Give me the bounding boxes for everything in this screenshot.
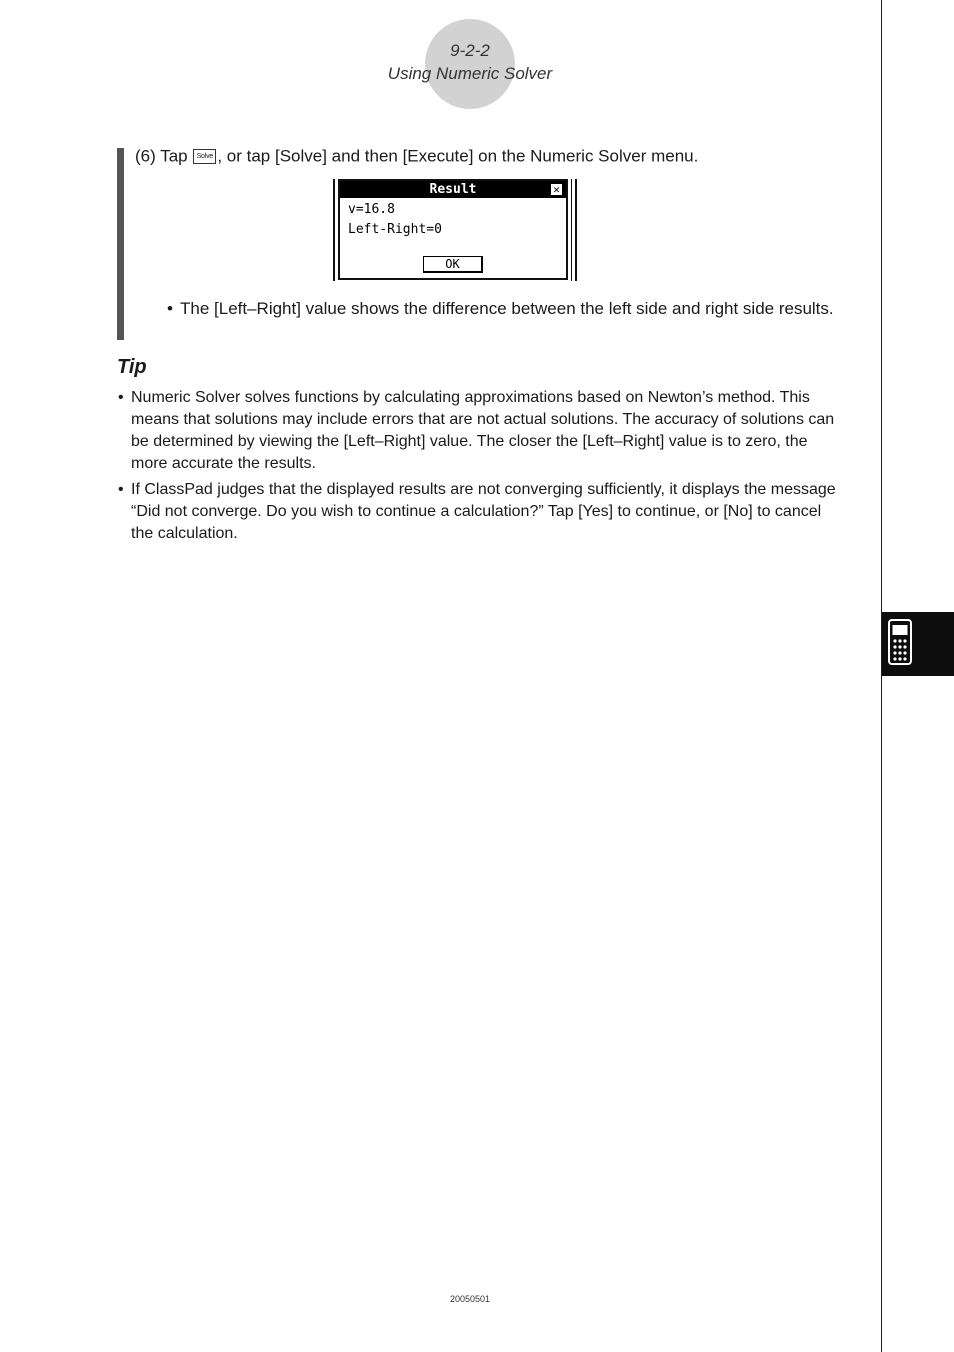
note-bullet [167,297,847,320]
tip-item-text: Numeric Solver solves functions by calculating approximations based on Newton’s method. This means that solutions may include errors that are not actual solutions. The accuracy of solutions can be determined by viewing the [Left–Right] value. The closer the [Left–Right] value is to zero, the more accurate the results. [131,389,835,472]
step-prefix: (6) Tap [135,146,188,166]
tip-item [118,387,843,475]
tip-item-text: If ClassPad judges that the displayed results are not converging sufficiently, it displays the message “Did not converge. Do you wish to continue a calculation?” Tap [Yes] to continue, or [No] to cancel the calculation. [131,481,836,542]
bullet-glyph: • [167,299,173,318]
dialog-titlebar [340,181,566,198]
tip-item [118,479,843,545]
step-suffix: , or tap [Solve] and then [Execute] on the Numeric Solver menu. [217,146,699,166]
note-text: The [Left–Right] value shows the difference between the left side and right side results. [180,299,834,318]
calculator-icon [888,619,912,665]
result-dialog [338,179,568,280]
footer-code: 20050501 [449,1294,491,1304]
solve-button-icon: Solve [193,149,216,164]
frame-edge-left [333,179,335,281]
bullet-glyph: • [118,389,124,406]
bullet-glyph: • [118,481,124,498]
frame-edge-right [575,179,577,281]
close-icon[interactable]: ✕ [550,183,563,196]
dialog-title: Result [429,182,477,197]
section-number: 9-2-2 [450,41,490,60]
result-value-line: v=16.8 [348,202,395,217]
tip-heading: Tip [117,356,147,378]
change-bar [117,148,124,340]
chapter-side-tab [882,612,954,676]
step-instruction [135,146,698,167]
frame-edge-right-inner [571,179,572,281]
ok-button[interactable]: OK [423,256,483,273]
section-title: Using Numeric Solver [387,64,553,83]
right-margin-rule [881,0,882,1352]
left-right-line: Left-Right=0 [348,222,442,237]
